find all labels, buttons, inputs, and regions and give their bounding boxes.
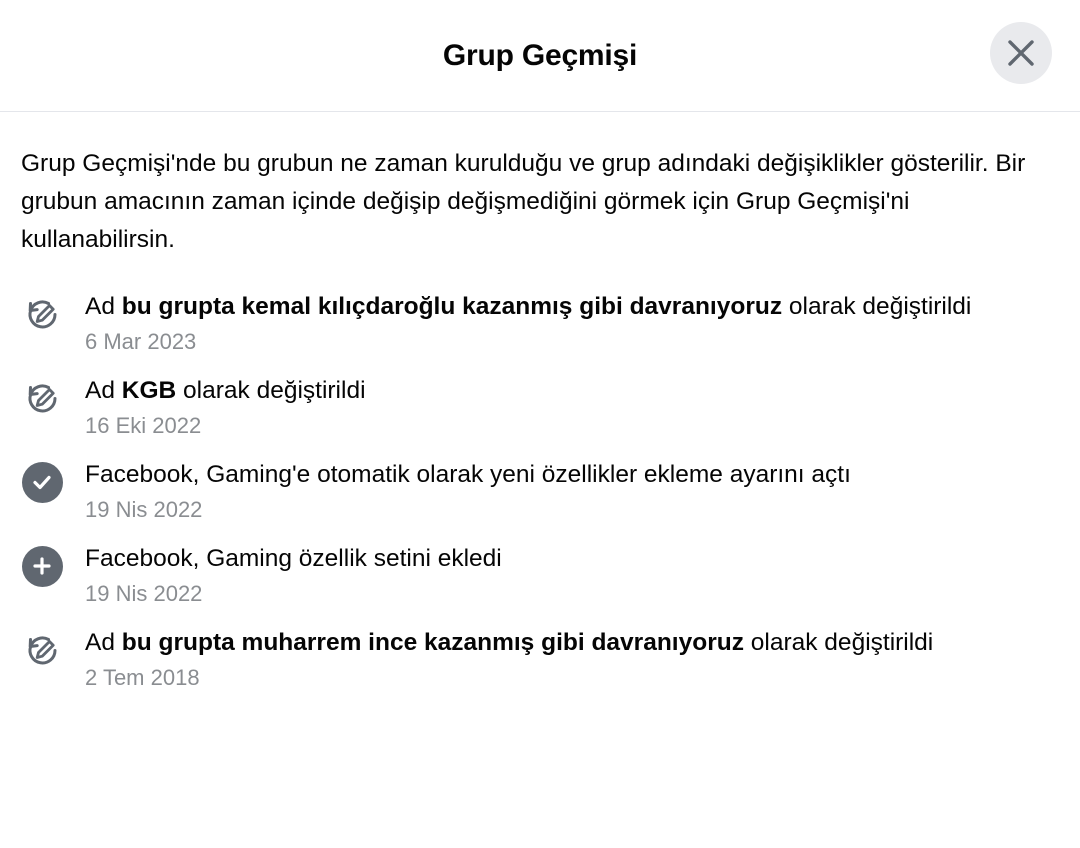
dialog-body: [0, 112, 1080, 848]
history-entry-list: [20, 281, 1060, 701]
close-icon: [1004, 36, 1038, 70]
list-item-text: Facebook, Gaming'e otomatik olarak yeni özellikler ekleme ayarını açtı: [85, 461, 851, 488]
list-item-text: Ad bu grupta kemal kılıçdaroğlu kazanmış gibi davranıyoruz olarak değiştirildi: [85, 293, 972, 320]
list-item: [20, 281, 1060, 365]
pencil-edit-icon: [20, 292, 64, 336]
list-item: [20, 449, 1060, 533]
plus-circle-icon: [20, 544, 64, 588]
close-button[interactable]: [990, 22, 1052, 84]
list-item-date: 6 Mar 2023: [85, 329, 197, 354]
intro-text: Grup Geçmişi'nde bu grubun ne zaman kurulduğu ve grup adındaki değişiklikler gösterilir. Bir grubun amacının zaman içinde değişip değişmediğini görmek için Grup Geçmişi'ni kullanabilirsin.: [21, 150, 1026, 253]
list-item-date: 19 Nis 2022: [85, 497, 203, 522]
check-circle-icon: [20, 460, 64, 504]
list-item: [20, 617, 1060, 701]
list-item: [20, 365, 1060, 449]
dialog-header: [0, 0, 1080, 112]
list-item-text: Ad KGB olarak değiştirildi: [85, 377, 366, 404]
pencil-edit-icon: [20, 628, 64, 672]
list-item: [20, 533, 1060, 617]
pencil-edit-icon: [20, 376, 64, 420]
list-item-date: 16 Eki 2022: [85, 413, 202, 438]
page-title: Grup Geçmişi: [442, 38, 638, 72]
list-item-text: Facebook, Gaming özellik setini ekledi: [85, 545, 502, 572]
list-item-date: 19 Nis 2022: [85, 581, 203, 606]
list-item-date: 2 Tem 2018: [85, 665, 200, 690]
list-item-text: Ad bu grupta muharrem ince kazanmış gibi davranıyoruz olarak değiştirildi: [85, 629, 934, 656]
